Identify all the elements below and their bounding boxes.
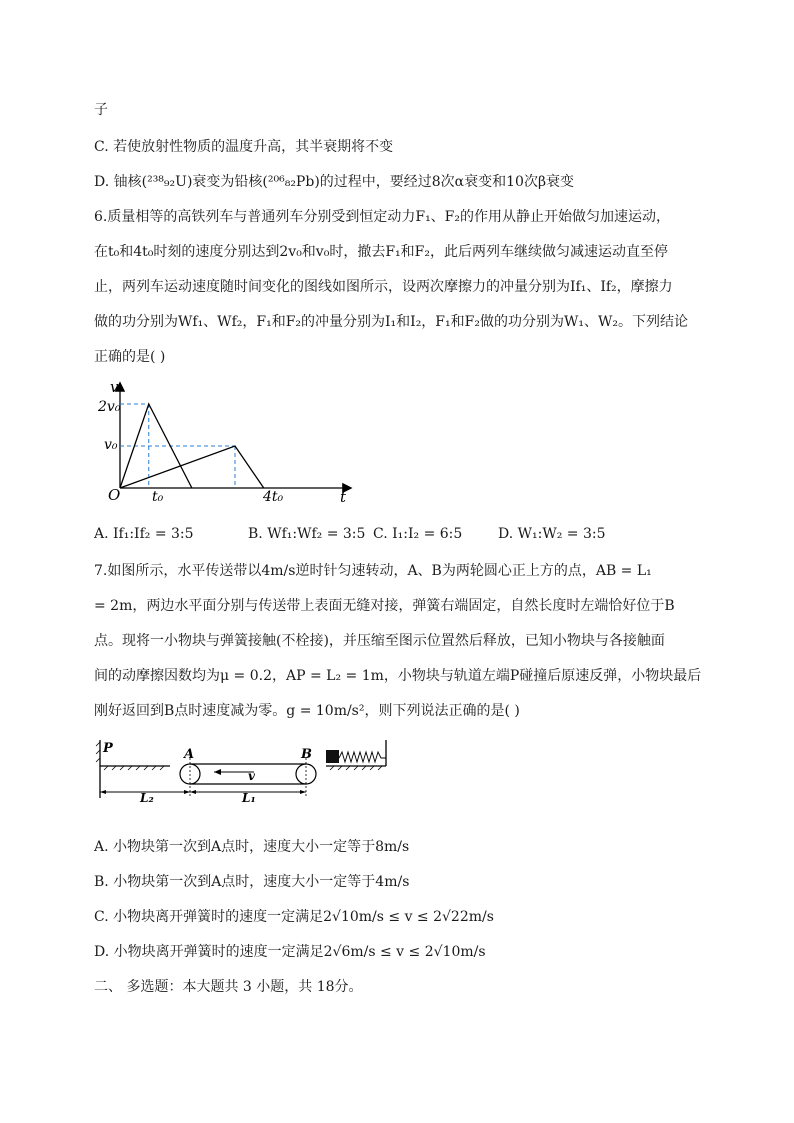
option-a-q6: A. If₁:If₂ = 3:5: [94, 526, 194, 542]
question-6-line-2: 在t₀和4t₀时刻的速度分别达到2v₀和v₀时，撤去F₁和F₂，此后两列车继续做匀减速运动直至停: [94, 244, 668, 260]
t-axis-label: t: [340, 488, 347, 503]
label-A: A: [184, 747, 195, 762]
tick-label-v0: v₀: [104, 437, 118, 453]
label-L2: L₂: [140, 791, 154, 804]
label-P: P: [103, 741, 113, 756]
origin-label: O: [108, 486, 121, 503]
conveyor-diagram: [94, 736, 394, 804]
block-icon: [326, 750, 339, 763]
line-2: C. 若使放射性物质的温度升高，其半衰期将不变: [94, 139, 394, 155]
option-d-q6: D. W₁:W₂ = 3:5: [498, 526, 606, 542]
question-7-line-2: = 2m，两边水平面分别与传送带上表面无缝对接，弹簧右端固定，自然长度时左端恰好位于B: [94, 598, 675, 614]
question-6-line-4: 做的功分别为Wf₁、Wf₂，F₁和F₂的冲量分别为I₁和I₂，F₁和F₂做的功分别为W₁、W₂。下列结论: [94, 314, 688, 330]
tick-label-2v0: 2v₀: [98, 399, 121, 415]
tick-label-4t0: 4t₀: [263, 489, 284, 503]
vt-graph: [98, 378, 358, 503]
question-7-option-c: C. 小物块离开弹簧时的速度一定满足2√10m/s ≤ v ≤ 2√22m/s: [94, 909, 494, 925]
question-7-option-b: B. 小物块第一次到A点时，速度大小一定等于4m/s: [94, 874, 410, 890]
question-7-line-1: 7.如图所示，水平传送带以4m/s逆时针匀速转动，A、B为两轮圆心正上方的点，AB = L₁: [94, 563, 652, 579]
line-3: D. 铀核(²³⁸₉₂U)衰变为铅核(²⁰⁶₈₂Pb)的过程中，要经过8次α衰变和10次β衰变: [94, 174, 575, 190]
question-7-line-3: 点。现将一小物块与弹簧接触(不栓接)，并压缩至图示位置然后释放，已知小物块与各接触面: [94, 633, 665, 649]
label-v: v: [248, 769, 255, 783]
section-heading-multiple-choice: 二、 多选题：本大题共 3 小题，共 18分。: [94, 979, 363, 995]
question-7-option-a: A. 小物块第一次到A点时，速度大小一定等于8m/s: [94, 839, 410, 855]
line-1: 子: [94, 102, 108, 118]
question-7-option-d: D. 小物块离开弹簧时的速度一定满足2√6m/s ≤ v ≤ 2√10m/s: [94, 944, 486, 960]
question-6-line-5: 正确的是( ): [94, 349, 166, 365]
label-B: B: [301, 747, 312, 762]
spring-icon: [339, 752, 386, 762]
series-line-2: [120, 446, 264, 488]
option-b-q6: B. Wf₁:Wf₂ = 3:5: [248, 526, 366, 542]
tick-label-t0: t₀: [152, 489, 164, 503]
question-6-line-1: 6.质量相等的高铁列车与普通列车分别受到恒定动力F₁、F₂的作用从静止开始做匀加速运动，: [94, 209, 671, 225]
v-axis-label: v: [110, 378, 119, 396]
question-7-line-4: 间的动摩擦因数均为μ = 0.2，AP = L₂ = 1m，小物块与轨道左端P碰撞后原速反弹，小物块最后: [94, 668, 702, 684]
label-L1: L₁: [242, 791, 256, 804]
option-c-q6: C. I₁:I₂ = 6:5: [373, 526, 463, 542]
question-6-line-3: 止，两列车运动速度随时间变化的图线如图所示，设两次摩擦力的冲量分别为If₁、If₂，摩擦力: [94, 279, 673, 295]
question-7-line-5: 刚好返回到B点时速度减为零。g = 10m/s²，则下列说法正确的是( ): [94, 703, 520, 719]
